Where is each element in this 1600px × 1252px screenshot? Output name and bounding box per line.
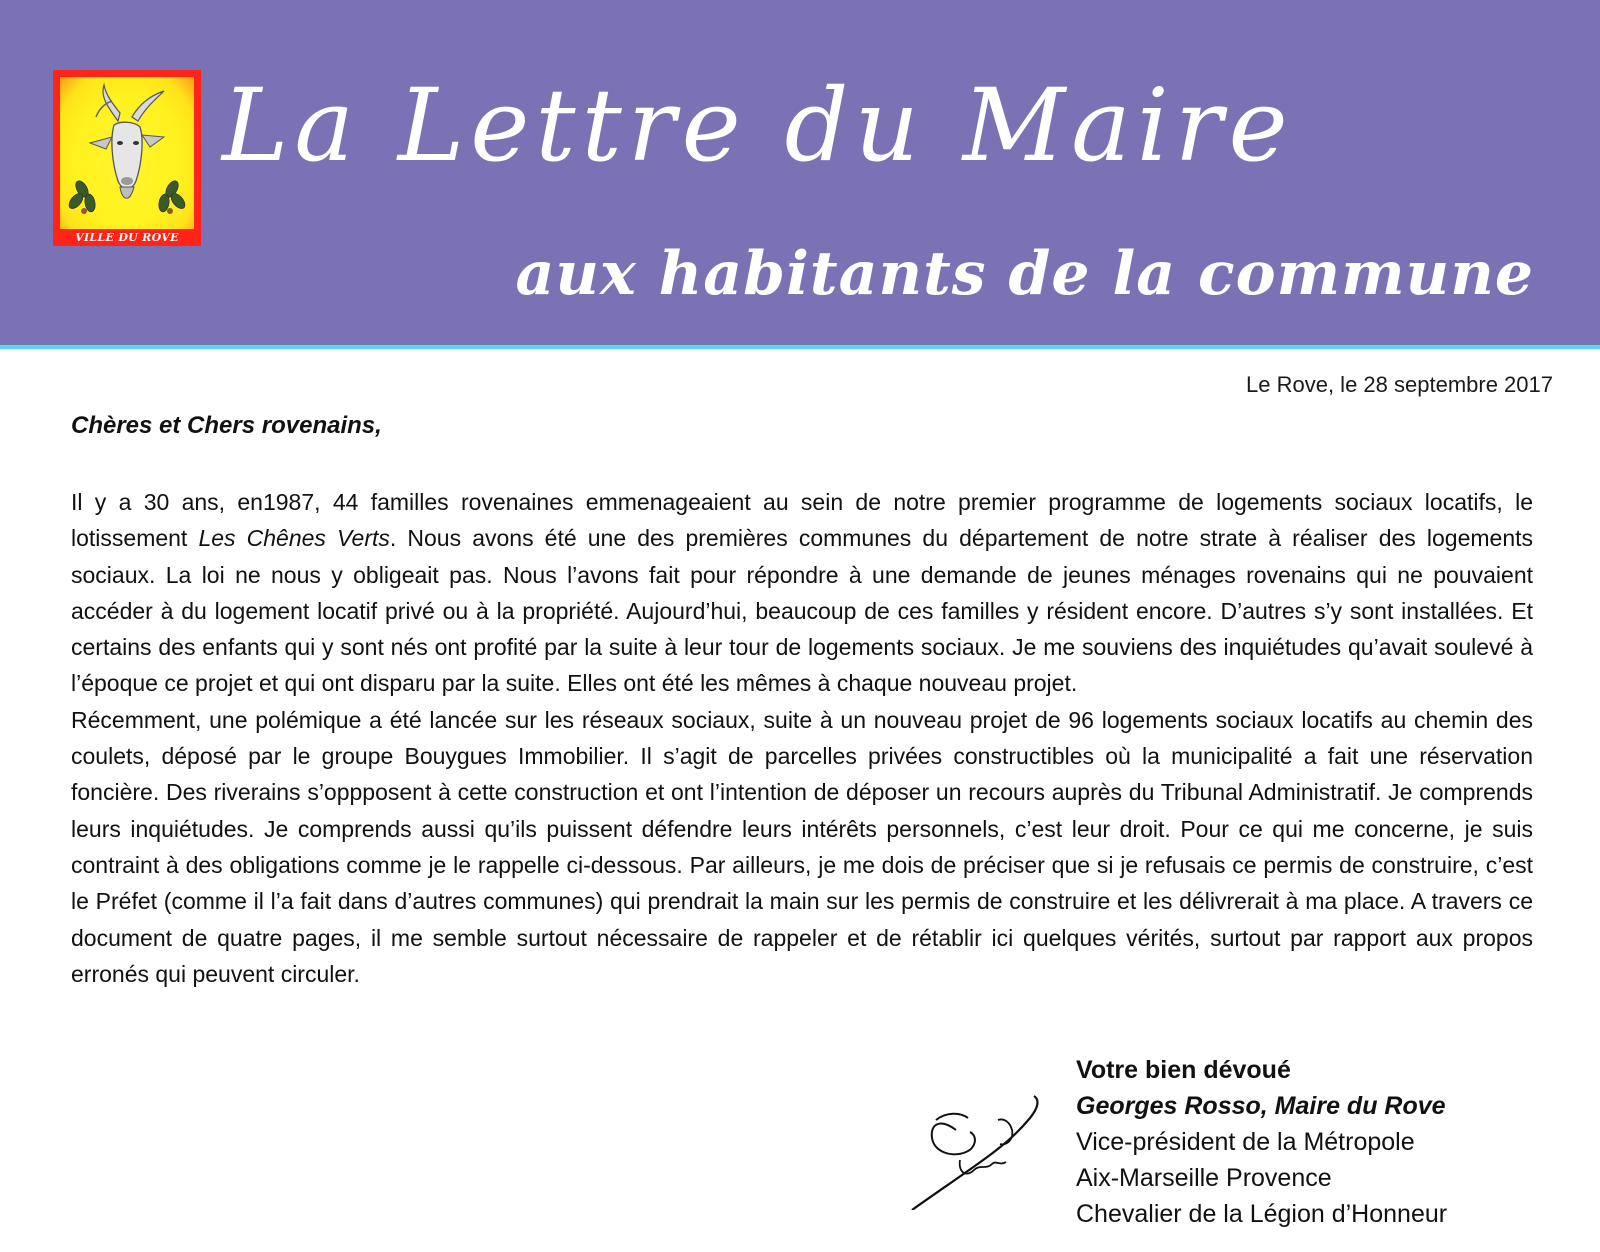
- signature-title-1: Vice-président de la Métropole: [1076, 1128, 1415, 1156]
- page-subtitle: aux habitants de la commune: [515, 239, 1534, 309]
- paragraph-1-end: . Nous avons été une des premières communes du département de notre strate à réaliser des logements sociaux. La loi ne nous y obligeait pas. Nous l’avons fait pour répondre à une demande de jeunes ménages rovenains qui ne pouvaient accéder à du logement locatif privé ou à la propriété. Aujourd’hui, beaucoup de ces familles y résident encore. D’autres s’y sont installées. Et certains des enfants qui y sont nés ont profité par la suite à leur tour de logements sociaux. Je me souviens des inquiétudes qu’avait soulevé à l’époque ce projet et qui ont disparu par la suite. Elles ont été les mêmes à chaque nouveau projet.: [71, 525, 1534, 697]
- signature-name: Georges Rosso, Maire du Rove: [1076, 1092, 1446, 1120]
- handwritten-signature: [900, 1060, 1050, 1210]
- header-banner: [0, 0, 1600, 345]
- signature-title-2: Aix-Marseille Provence: [1076, 1164, 1332, 1192]
- logo-label: VILLE DU ROVE: [75, 231, 179, 244]
- page-title: La Lettre du Maire: [222, 67, 1294, 184]
- town-logo: [53, 70, 201, 246]
- signature-closing: Votre bien dévoué: [1076, 1056, 1291, 1084]
- paragraph-1-start: Il y a 30 ans, en1987, 44 familles rovenaines emmenageaient au sein de notre premier programme de logements sociaux locatifs, le lotissement: [71, 489, 1533, 552]
- lotissement-name: Les Chênes Verts: [198, 525, 390, 552]
- letter-date: Le Rove, le 28 septembre 2017: [1246, 372, 1553, 397]
- signature-block: [1076, 1052, 1566, 1232]
- header-divider: [0, 345, 1600, 349]
- signature-title-3: Chevalier de la Légion d’Honneur: [1076, 1200, 1448, 1228]
- letter-body: [71, 484, 1533, 992]
- body-paragraph-1: [71, 484, 1533, 702]
- letter-greeting: Chères et Chers rovenains,: [71, 412, 382, 439]
- goat-emblem: [60, 77, 194, 229]
- goat-head-icon: [60, 77, 194, 229]
- body-paragraph-2: Récemment, une polémique a été lancée sur les réseaux sociaux, suite à un nouveau projet de 96 logements sociaux locatifs au chemin des coulets, déposé par le groupe Bouygues Immobilier. Il s’agit de parcelles privées constructibles où la municipalité a fait une réservation foncière. Des riverains s’oppposent à cette construction et ont l’intention de déposer un recours auprès du Tribunal Administratif. Je comprends leurs inquiétudes. Je comprends aussi qu’ils puissent défendre leurs intérêts personnels, c’est leur droit. Pour ce qui me concerne, je suis contraint à des obligations comme je le rappelle ci-dessous. Par ailleurs, je me dois de préciser que si je refusais ce permis de construire, c’est le Préfet (comme il l’a fait dans d’autres communes) qui prendrait la main sur les permis de construire et les délivrerait à ma place. A travers ce document de quatre pages, il me semble surtout nécessaire de rappeler et de rétablir ici quelques vérités, surtout par rapport aux propos erronés qui peuvent circuler.: [71, 706, 1533, 987]
